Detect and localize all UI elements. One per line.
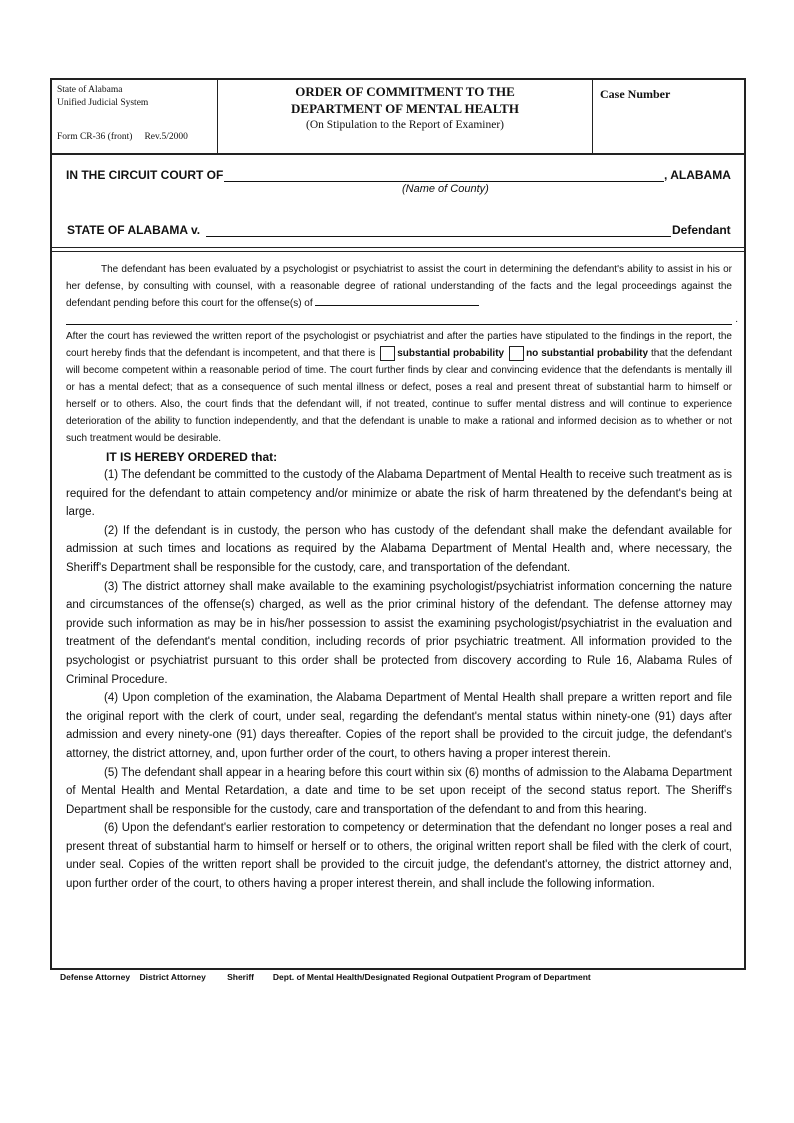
form-frame (50, 78, 746, 970)
intro-paragraph (66, 261, 732, 312)
state-v-prefix: STATE OF ALABAMA v. (67, 223, 201, 237)
defendant-label: Defendant (672, 223, 731, 237)
case-number-label: Case Number (600, 87, 671, 101)
order-item: (3) The district attorney shall make available to the examining psychologist/psychiatrist information concerning the nature and circumstances of the offense(s) charged, as well as the prior criminal history of the defendant. The defense attorney may provide such information as may be in his/her possession to assist the examining psychologist/psychiatrist in the evaluation and treatment of the defendant's mental condition, including records of prior psychiatric treatment. All information provided to the psychologist or psychiatrist pursuant to this order shall be protected from discovery according to Rule 16, Alabama Rules of Criminal Procedure. (66, 580, 732, 686)
order-item: (2) If the defendant is in custody, the person who has custody of the defendant shall make the defendant available for admission at such times and locations as required by the Alabama Department of Mental Health and, where necessary, the Sheriff's Department shall be responsible for the custody, care, and transportation of the defendant. (66, 524, 732, 574)
circuit-court-prefix: IN THE CIRCUIT COURT OF (66, 168, 224, 182)
circuit-court-suffix: , ALABAMA (664, 168, 731, 182)
no-substantial-probability-label: no substantial probability (526, 348, 649, 359)
no-substantial-probability-checkbox[interactable] (509, 346, 524, 361)
form-revision: Rev.5/2000 (144, 132, 188, 142)
form-subtitle: (On Stipulation to the Report of Examiner) (305, 119, 504, 131)
intro-text: The defendant has been evaluated by a psychologist or psychiatrist to assist the court in determining the defendant's ability to assist in his or her defense, by consulting with counsel, with a reasonable degree of rational understanding of the facts and the legal proceedings against the defendant pending before this court for the offense(s) of (66, 264, 732, 309)
orders-list (66, 466, 732, 894)
order-item: (1) The defendant be committed to the custody of the Alabama Department of Mental Health to receive such treatment as is required for the defendant to attain competency and/or minimize or abate the risk of harm threatened by the defendant's being at large. (66, 469, 732, 519)
substantial-probability-checkbox[interactable] (380, 346, 395, 361)
distribution-da: District Attorney (139, 972, 206, 982)
form-number: Form CR-36 (front) (57, 132, 133, 142)
form-title-line1: ORDER OF COMMITMENT TO THE (295, 84, 515, 99)
findings-paragraph (66, 328, 732, 447)
state-label: State of Alabama (57, 85, 123, 95)
findings-text-b: that the defendant will become competent within a reasonable period of time. The court further finds by clear and convincing evidence that the defendants is mentally ill or has a mental defect; that as a consequence of such mental illness or defect, poses a real and present threat of substantial harm to himself or herself or to others. Also, the court finds that the defendant will, if not treated, continue to suffer mental distress and will continue to experience deterioration of the ability to function independently, and that the defendant is unable to make a rational and informed decision as to whether or not such treatment would be desirable. (66, 348, 732, 444)
offense-field-continued[interactable]: . (66, 312, 732, 325)
double-rule-divider (52, 247, 744, 252)
form-title-line2: DEPARTMENT OF MENTAL HEALTH (291, 101, 519, 116)
form-header (52, 80, 744, 155)
order-item: (5) The defendant shall appear in a hearing before this court within six (6) months of admission to the Alabama Department of Mental Health and Mental Retardation, a date and time to be set upon receipt of the second status report. The Sheriff's Department shall be responsible for the custody, care and transportation of the defendant to and from this hearing. (66, 766, 732, 816)
ordered-heading: IT IS HEREBY ORDERED that: (106, 450, 278, 464)
distribution-defense: Defense Attorney (60, 972, 131, 982)
system-label: Unified Judicial System (57, 98, 149, 108)
distribution-list (60, 972, 591, 982)
form-id (57, 132, 188, 142)
county-field[interactable] (224, 181, 664, 182)
defendant-name-field[interactable] (206, 236, 671, 237)
substantial-probability-label: substantial probability (397, 348, 505, 359)
header-title-block (218, 80, 593, 153)
header-left-block (52, 80, 218, 153)
order-item: (6) Upon the defendant's earlier restoration to competency or determination that the defendant no longer poses a real and present threat of substantial harm to himself or herself or to others, the original written report shall be filed with the clerk of court, under seal. Copies of the written report shall be provided to the circuit judge, the defendant's attorney, the district attorney and, upon further order of the court, to others having a proper interest therein, and shall include the following information. (66, 822, 732, 891)
order-item: (4) Upon completion of the examination, the Alabama Department of Mental Health shall prepare a written report and file the original report with the clerk of court, under seal, regarding the defendant's mental status within ninety-one (91) days after admission and every ninety-one (91) days thereafter. Copies of the report shall be provided to the circuit judge, the defendant's attorney, the district attorney, and, upon further order of the court, to others having a proper interest therein. (66, 692, 732, 760)
offense-field[interactable] (315, 296, 479, 306)
findings-text-a: After the court has reviewed the written report of the psychologist or psychiatrist and after the parties have stipulated to the findings in the report, the court hereby finds that the defendant is incompetent, and that there is (66, 331, 732, 359)
order-body (66, 261, 738, 894)
county-hint: (Name of County) (402, 183, 489, 195)
distribution-dept: Dept. of Mental Health/Designated Regional Outpatient Program of Department (272, 972, 591, 982)
distribution-sheriff: Sheriff (227, 972, 254, 982)
